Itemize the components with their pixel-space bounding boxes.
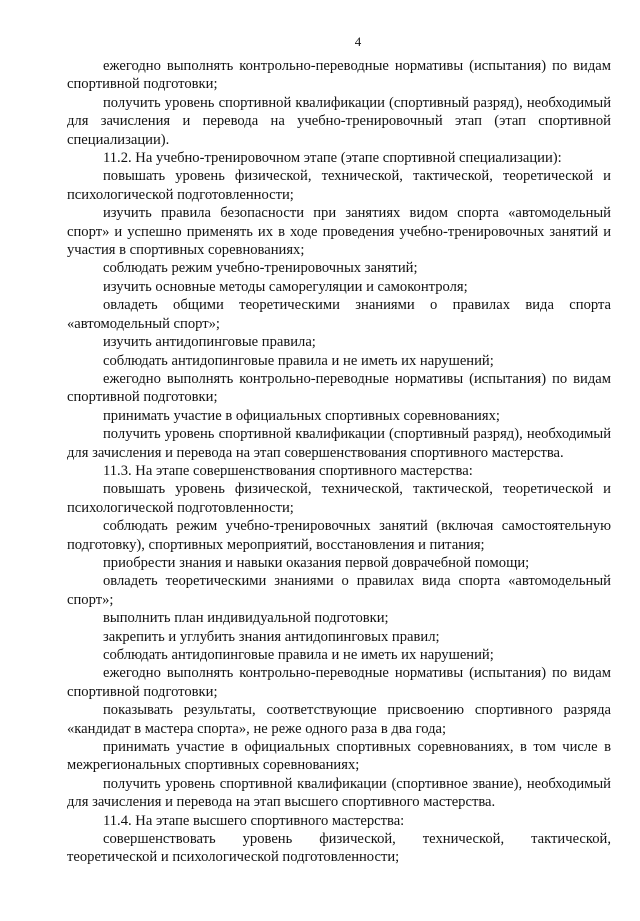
paragraph: приобрести знания и навыки оказания первой доврачебной помощи; — [103, 554, 530, 571]
paragraph: 11.2. На учебно-тренировочном этапе (этапе спортивной специализации): — [103, 150, 562, 167]
paragraph: овладеть теоретическими знаниями о правилах вида спорта «автомодельный спорт»; — [67, 573, 611, 608]
paragraph: 11.4. На этапе высшего спортивного мастерства: — [103, 812, 405, 829]
paragraph: получить уровень спортивной квалификации (спортивный разряд), необходимый для зачисления и перевода на учебно-тренировочный этап (этап спортивной специализации). — [67, 94, 611, 148]
paragraph: соблюдать антидопинговые правила и не иметь их нарушений; — [103, 352, 494, 369]
paragraph: соблюдать режим учебно-тренировочных занятий (включая самостоятельную подготовку), спортивных мероприятий, восстановления и питания; — [67, 518, 611, 553]
document-body — [67, 57, 611, 867]
paragraph: соблюдать режим учебно-тренировочных занятий; — [103, 260, 418, 277]
paragraph: совершенствовать уровень физической, технической, тактической, теоретической и психологической подготовленности; — [67, 831, 611, 866]
paragraph: ежегодно выполнять контрольно-переводные нормативы (испытания) по видам спортивной подготовки; — [67, 370, 611, 406]
paragraph: выполнить план индивидуальной подготовки; — [103, 610, 389, 627]
paragraph: изучить правила безопасности при занятиях видом спорта «автомодельный спорт» и успешно применять их в ходе проведения учебно-тренировочных занятий и участия в спортивных соревнованиях; — [67, 205, 611, 259]
paragraph: овладеть общими теоретическими знаниями о правилах вида спорта «автомодельный спорт»; — [67, 297, 611, 332]
paragraph: принимать участие в официальных спортивных соревнованиях, в том числе в межрегиональных спортивных соревнованиях; — [67, 739, 611, 774]
paragraph: ежегодно выполнять контрольно-переводные нормативы (испытания) по видам спортивной подготовки; — [67, 665, 611, 700]
paragraph: ежегодно выполнять контрольно-переводные нормативы (испытания) по видам спортивной подготовки; — [67, 58, 611, 93]
paragraph: повышать уровень физической, технической, тактической, теоретической и психологической подготовленности; — [67, 481, 611, 516]
paragraph: получить уровень спортивной квалификации (спортивный разряд), необходимый для зачисления и перевода на этап совершенствования спортивного мастерства. — [67, 426, 611, 461]
paragraph: показывать результаты, соответствующие присвоению спортивного разряда «кандидат в мастера спорта», не реже одного раза в два года; — [67, 702, 611, 737]
page-number: 4 — [354, 34, 362, 49]
paragraph: получить уровень спортивной квалификации (спортивное звание), необходимый для зачисления и перевода на этап высшего спортивного мастерства. — [67, 775, 611, 811]
paragraph: соблюдать антидопинговые правила и не иметь их нарушений; — [103, 647, 494, 663]
paragraph: изучить антидопинговые правила; — [103, 334, 316, 351]
paragraph: 11.3. На этапе совершенствования спортивного мастерства: — [103, 462, 473, 479]
paragraph: повышать уровень физической, технической, тактической, теоретической и психологической подготовленности; — [67, 168, 611, 203]
paragraph: изучить основные методы саморегуляции и самоконтроля; — [103, 278, 468, 295]
paragraph: принимать участие в официальных спортивных соревнованиях; — [103, 407, 500, 424]
paragraph: закрепить и углубить знания антидопинговых правил; — [103, 628, 440, 645]
